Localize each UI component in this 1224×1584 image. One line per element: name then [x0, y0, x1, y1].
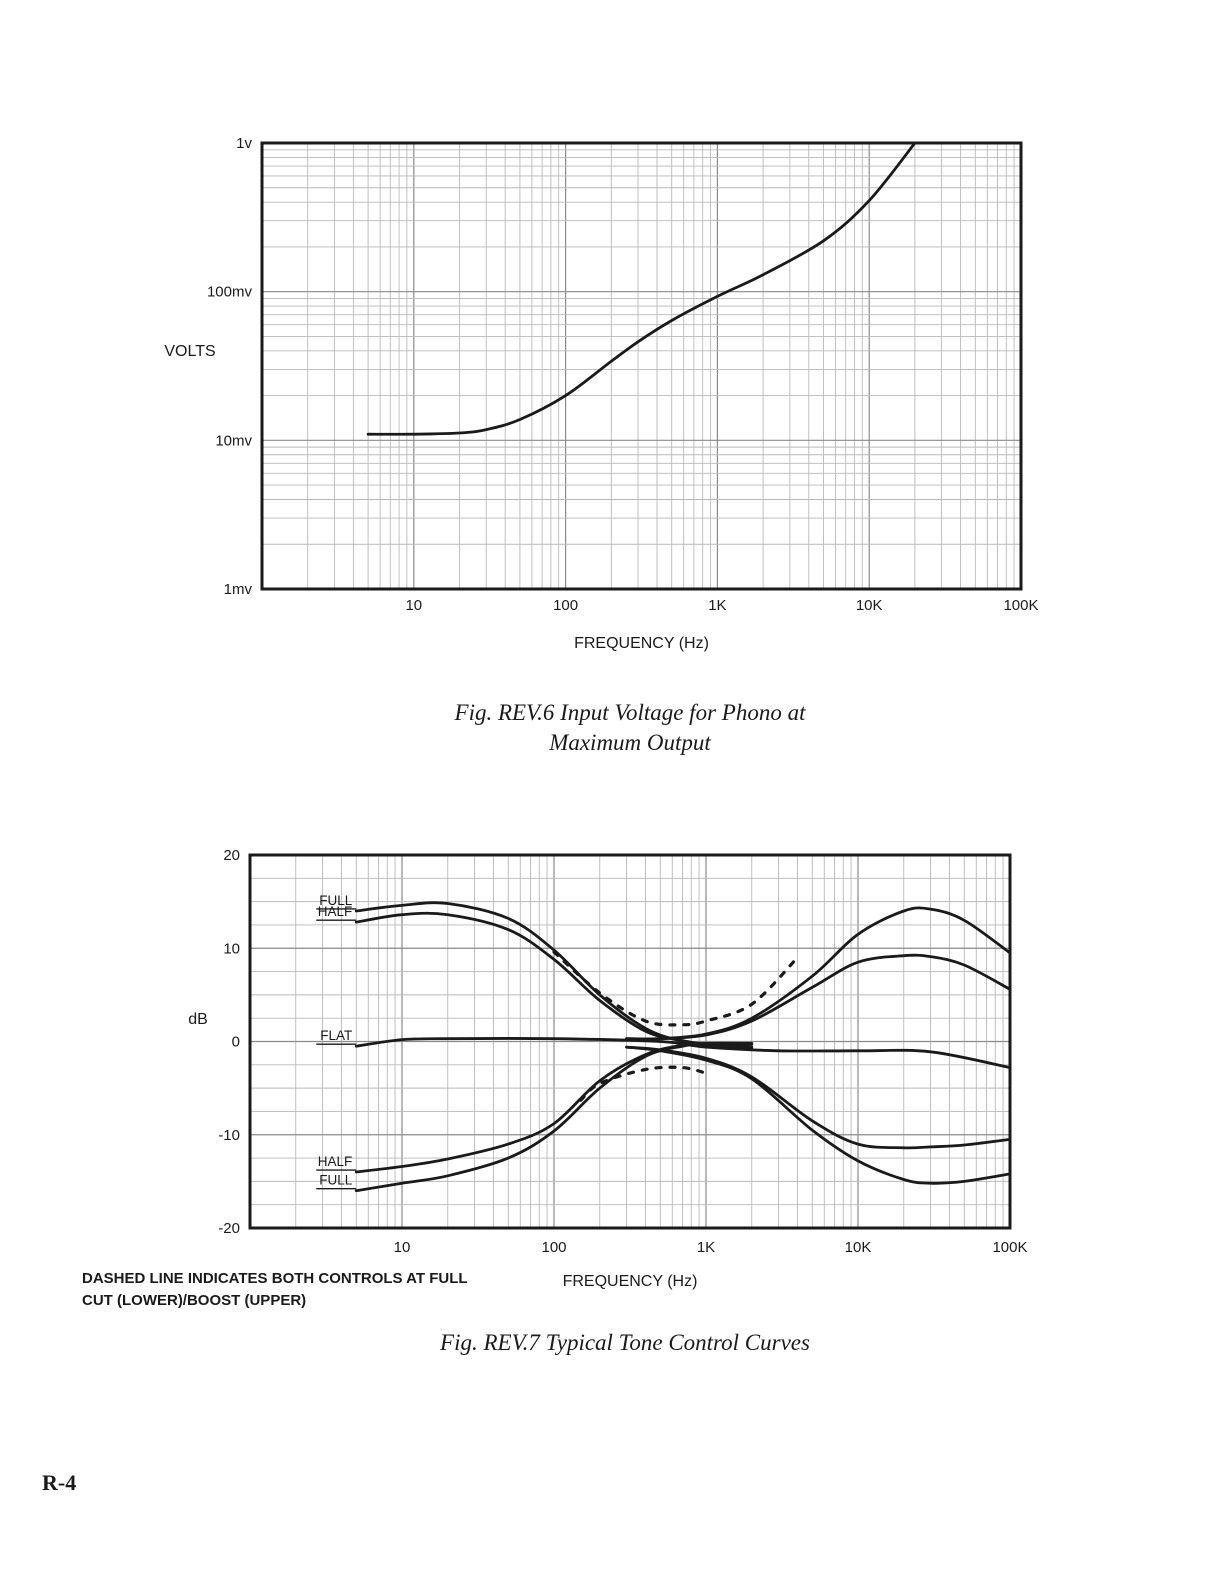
x-tick-label: 100	[541, 1239, 567, 1256]
series-line	[627, 908, 1011, 1039]
curve-label: FULL	[319, 892, 353, 908]
y-tick-label: -10	[218, 1126, 240, 1144]
y-tick-label: 100mv	[206, 283, 252, 301]
page-number: R-4	[42, 1470, 77, 1495]
curve-label: HALF	[317, 904, 353, 920]
fig6-caption	[380, 698, 880, 758]
y-tick-label: 1v	[236, 135, 252, 152]
x-tick-label: 1K	[708, 597, 727, 614]
x-tick-label: 100K	[1003, 597, 1039, 614]
y-axis-label: dB	[188, 1011, 208, 1028]
y-tick-label: 0	[231, 1033, 240, 1051]
fig6-caption-line1: Fig. REV.6 Input Voltage for Phono at	[454, 700, 806, 725]
curve-label: FULL	[319, 1172, 353, 1188]
y-tick-label: 20	[223, 847, 240, 864]
x-tick-label: 100	[553, 597, 579, 614]
fig7-note-line1: DASHED LINE INDICATES BOTH CONTROLS AT FULL	[82, 1270, 468, 1287]
x-tick-label: 10	[393, 1239, 411, 1256]
x-axis-label: FREQUENCY (Hz)	[562, 1273, 698, 1290]
x-tick-label: 100K	[992, 1239, 1028, 1256]
fig7-caption: Fig. REV.7 Typical Tone Control Curves	[440, 1330, 810, 1355]
x-tick-label: 1K	[696, 1239, 716, 1256]
curve-label: FLAT	[320, 1028, 353, 1044]
y-tick-label: 10	[223, 940, 240, 958]
x-tick-label: 10K	[855, 597, 883, 614]
x-tick-label: 10K	[844, 1239, 872, 1256]
fig7-note-line2: CUT (LOWER)/BOOST (UPPER)	[82, 1292, 307, 1309]
y-tick-label: -20	[218, 1220, 240, 1237]
x-tick-label: 10	[405, 597, 423, 614]
series-line	[627, 1047, 1011, 1148]
y-tick-label: 10mv	[215, 432, 252, 450]
curve-label: HALF	[317, 1154, 353, 1170]
x-axis-label: FREQUENCY (Hz)	[574, 635, 709, 652]
y-axis-label: VOLTS	[164, 343, 216, 360]
fig6-caption-line2: Maximum Output	[549, 730, 711, 755]
series-line	[627, 955, 1011, 1039]
y-tick-label: 1mv	[223, 581, 252, 598]
fig7-dashed-note	[82, 1268, 542, 1312]
